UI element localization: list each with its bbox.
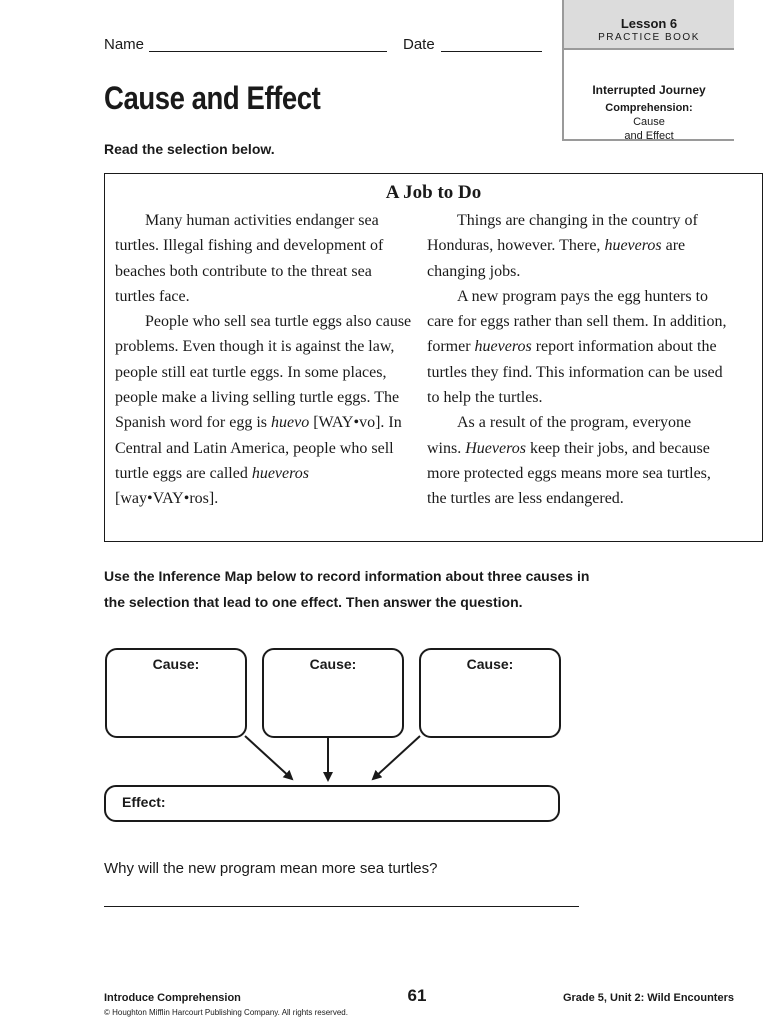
effect-label: Effect:	[122, 794, 166, 810]
answer-line[interactable]	[104, 906, 579, 907]
reading-title: A Job to Do	[385, 182, 482, 203]
skill-name: Comprehension:	[605, 102, 693, 114]
footer-right: Grade 5, Unit 2: Wild Encounters	[562, 992, 734, 1004]
paragraph-2: People who sell sea turtle eggs also cause problems. Even though it is against the law, people still eat turtle eggs. In some places, people make a living selling turtle eggs. The Spanish word for egg is huevo [WAY•vo]. In Central and Latin America, people who sell turtle eggs are called hueveros [way•VAY•ros].	[115, 313, 412, 508]
cause-label-1: Cause:	[152, 656, 200, 672]
map-instruction-line-2: the selection that lead to one effect. Then answer the question.	[104, 594, 523, 610]
read-instruction: Read the selection below.	[104, 141, 275, 157]
cause-box-3[interactable]	[419, 648, 561, 738]
lesson-number: Lesson 6	[620, 16, 678, 31]
name-label: Name	[104, 36, 145, 53]
cause-label-3: Cause:	[466, 656, 514, 672]
page-number: 61	[407, 986, 427, 1005]
copyright: © Houghton Mifflin Harcourt Publishing Company. All rights reserved.	[104, 1008, 348, 1017]
skill-value-1: Cause	[633, 116, 665, 128]
practice-book-label: PRACTICE BOOK	[598, 32, 700, 43]
cause-box-2[interactable]	[262, 648, 404, 738]
story-title: Interrupted Journey	[592, 83, 706, 97]
paragraph-3: Things are changing in the country of Honduras, however. There, hueveros are changing jobs.	[427, 212, 698, 280]
cause-box-1[interactable]	[105, 648, 247, 738]
skill-value-2: and Effect	[624, 130, 674, 142]
paragraph-5: As a result of the program, everyone wins. Hueveros keep their jobs, and because more protected eggs means more sea turtles, the turtles are less endangered.	[427, 414, 711, 508]
arrow-left	[245, 736, 292, 779]
arrow-right	[373, 736, 420, 779]
paragraph-4: A new program pays the egg hunters to care for eggs rather than sell them. In addition, former hueveros report information about the turtles they find. This information can be used to help the turtles.	[427, 287, 727, 407]
question-text: Why will the new program mean more sea turtles?	[104, 860, 438, 877]
footer-left: Introduce Comprehension	[104, 992, 241, 1004]
paragraph-1: Many human activities endanger sea turtles. Illegal fishing and development of beaches both contribute to the threat sea turtles face.	[115, 212, 384, 305]
page-title: Cause and Effect	[104, 80, 321, 116]
map-instruction-line-1: Use the Inference Map below to record information about three causes in	[104, 568, 590, 584]
date-label: Date	[403, 36, 435, 53]
effect-box[interactable]	[104, 785, 560, 822]
cause-label-2: Cause:	[309, 656, 357, 672]
